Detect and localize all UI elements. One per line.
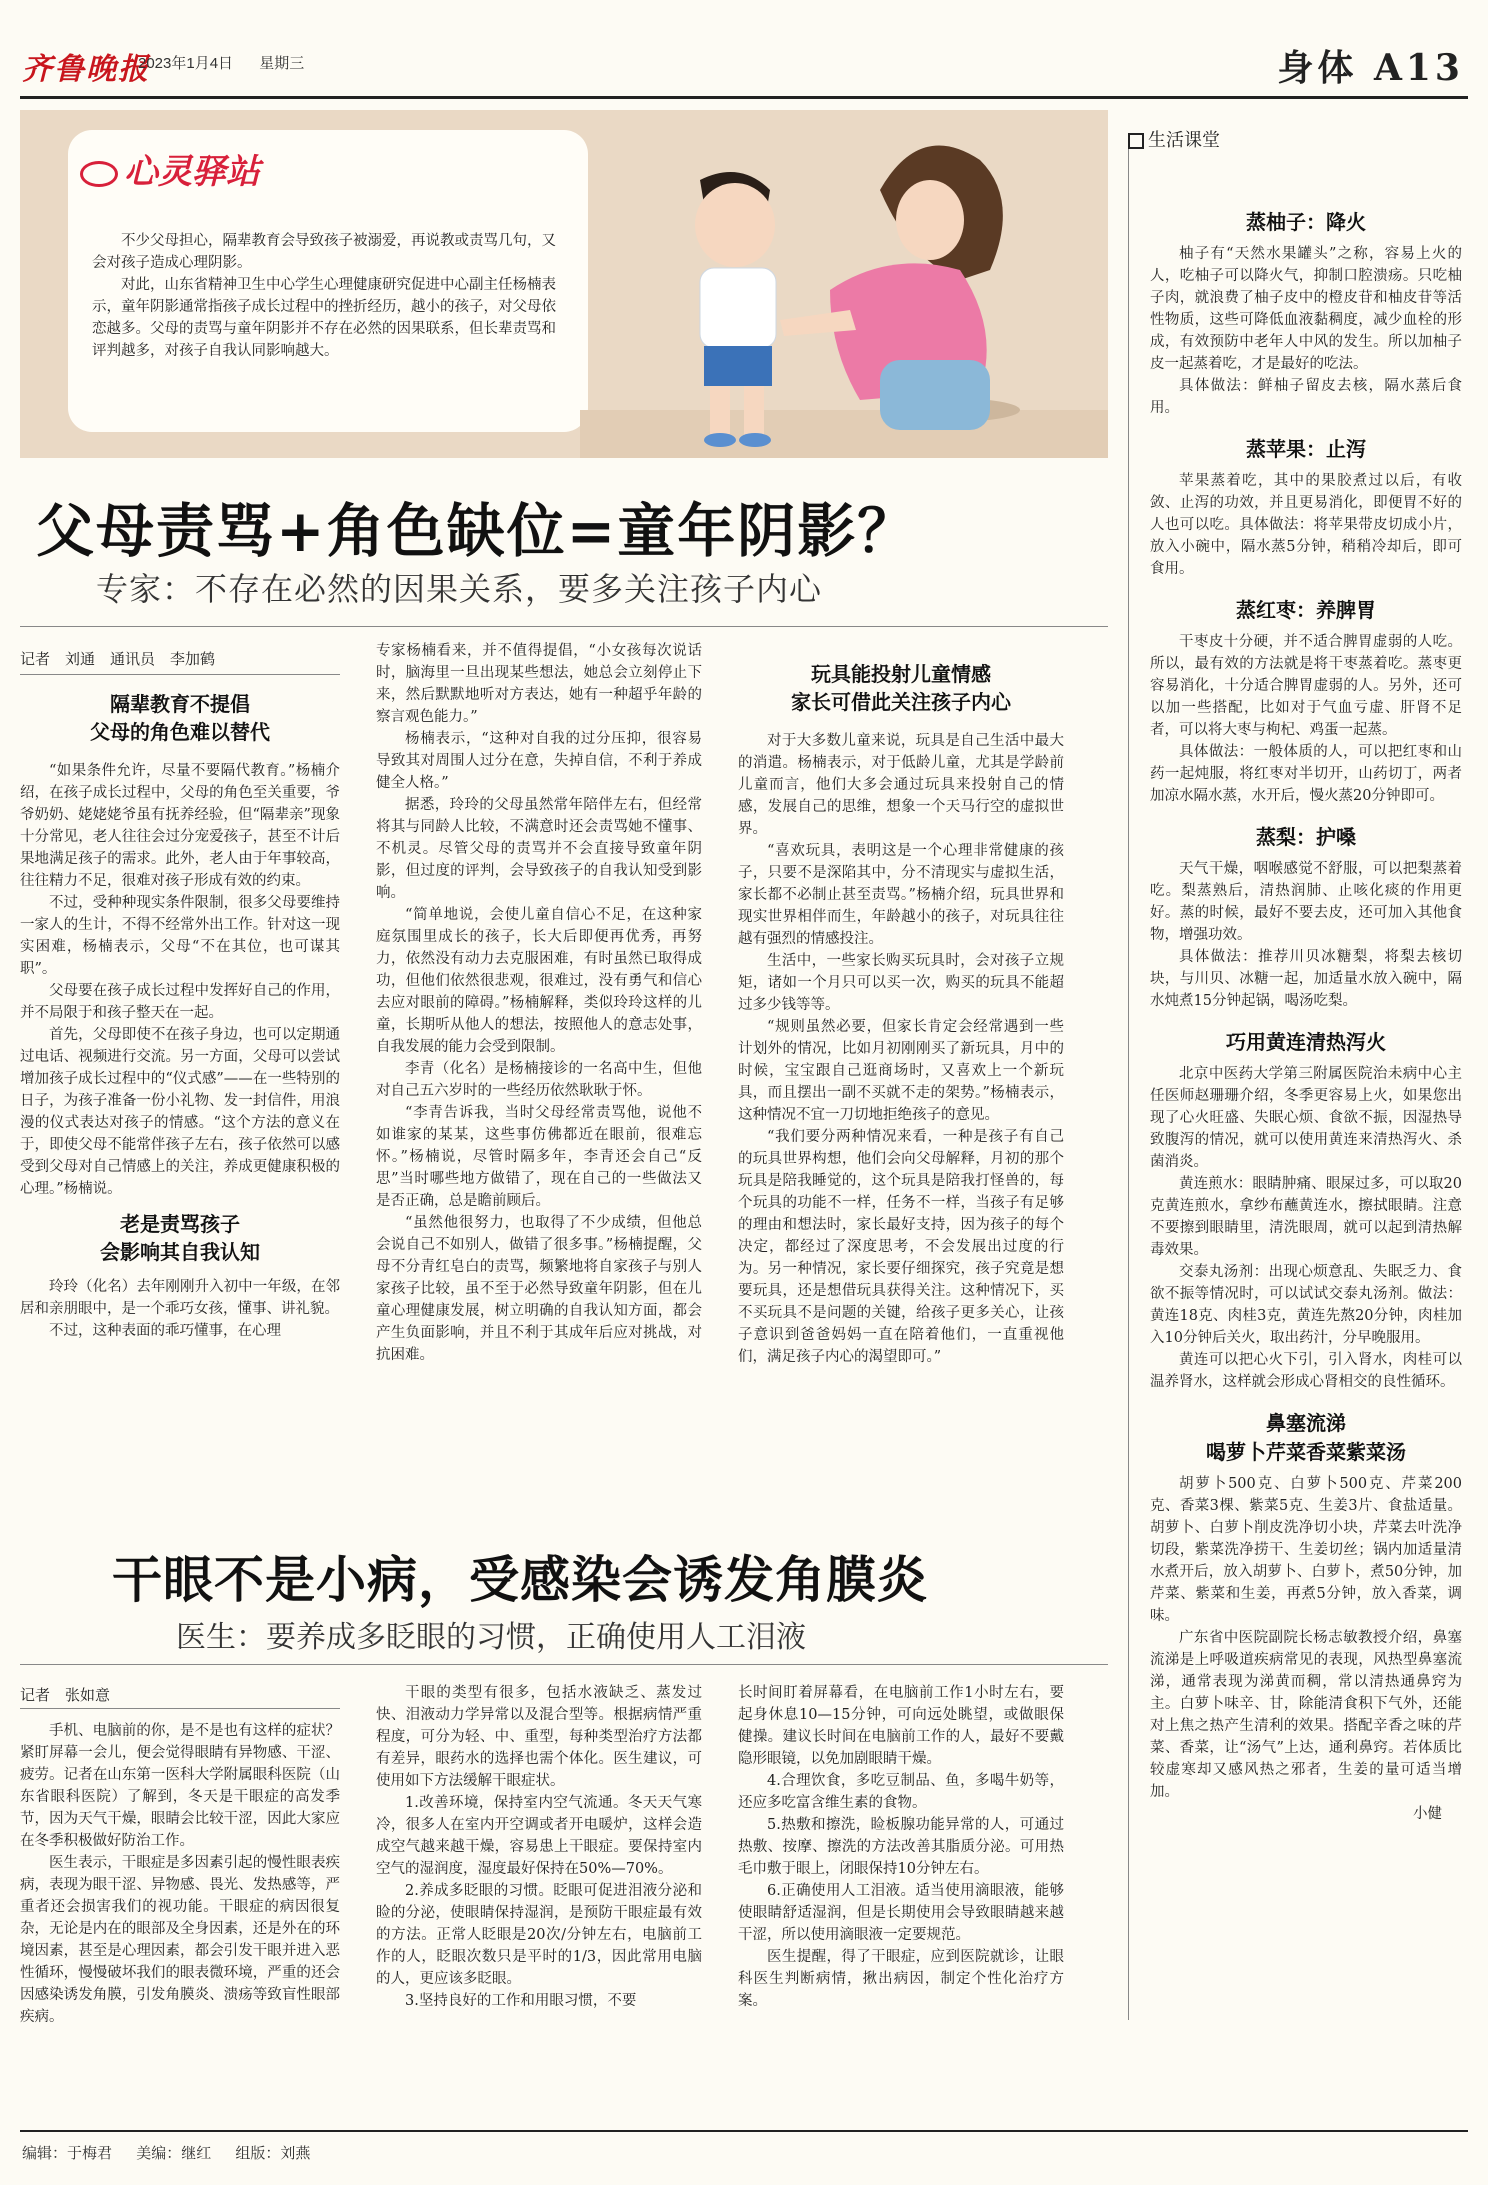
issue-date: 2023年1月4日 <box>138 55 234 72</box>
paragraph: 4.合理饮食，多吃豆制品、鱼，多喝牛奶等，还应多吃富含维生素的食物。 <box>738 1773 1064 1811</box>
article-headline: 干眼不是小病，受感染会诱发角膜炎 <box>112 1550 928 1609</box>
sidebar-label <box>1128 126 1220 152</box>
sidebar-heading: 巧用黄连清热泻火 <box>1226 1030 1386 1054</box>
sidebar-body <box>1150 631 1462 807</box>
paragraph: 医生提醒，得了干眼症，应到医院就诊，让眼科医生判断病情，揪出病因，制定个性化治疗方案。 <box>738 1949 1064 2009</box>
paragraph: 具体做法：鲜柚子留皮去核，隔水蒸后食用。 <box>1150 378 1462 416</box>
author-signature: 小健 <box>1413 1806 1442 1822</box>
paragraph: 具体做法：推荐川贝冰糖梨，将梨去核切块，与川贝、冰糖一起，加适量水放入碗中，隔水炖煮15分钟起锅，喝汤吃梨。 <box>1150 949 1462 1009</box>
heading-line: 喝萝卜芹菜香菜紫菜汤 <box>1206 1440 1406 1464</box>
sidebar-heading <box>1150 1407 1462 1465</box>
paragraph: 长时间盯着屏幕看，在电脑前工作1小时左右，要起身休息10—15分钟，可向远处眺望，或做眼保健操。建议长时间在电脑前工作的人，最好不要戴隐形眼镜，以免加剧眼睛干燥。 <box>738 1685 1064 1767</box>
top-divider <box>20 96 1468 99</box>
subhead-line: 家长可借此关注孩子内心 <box>791 690 1011 714</box>
divider <box>20 626 1108 627</box>
brand-ring-icon <box>80 161 118 187</box>
bottom-divider <box>20 2130 1468 2132</box>
paragraph: 据悉，玲玲的父母虽然常年陪伴左右，但经常将其与同龄人比较，不满意时还会责骂她不懂事、不机灵。尽管父母的责骂并不会直接导致童年阴影，但过度的评判，会导致孩子的自我认知受到影响。 <box>376 797 702 901</box>
paragraph: 对于大多数儿童来说，玩具是自己生活中最大的消遣。杨楠表示，对于低龄儿童，尤其是学龄前儿童而言，他们大多会通过玩具来投射自己的情感，发展自己的思维，想象一个天马行空的虚拟世界。 <box>738 733 1064 837</box>
section-subhead <box>738 660 1064 716</box>
article-column <box>738 660 1064 1368</box>
paragraph: 生活中，一些家长购买玩具时，会对孩子立规矩，诸如一个月只可以买一次，购买的玩具不能超过多少钱等等。 <box>738 953 1064 1013</box>
sidebar-heading: 蒸红枣：养脾胃 <box>1236 598 1376 622</box>
article-column <box>20 690 340 1342</box>
paragraph: 医生表示，干眼症是多因素引起的慢性眼表疾病，表现为眼干涩、异物感、畏光、发热感等，严重者还会损害我们的视功能。干眼症的病因很复杂，无论是内在的眼部及全身因素，还是外在的环境因素，甚至是心理因素，都会引发干眼并进入恶性循环，慢慢破坏我们的眼表微环境，严重的还会因感染诱发角膜，引发角膜炎、溃疡等致盲性眼部疾病。 <box>20 1855 340 2025</box>
paragraph: 黄连煎水：眼睛肿痛、眼屎过多，可以取20克黄连煎水，拿纱布蘸黄连水，擦拭眼睛。注意不要擦到眼睛里，清洗眼周，就可以起到清热解毒效果。 <box>1150 1176 1462 1258</box>
paragraph: 具体做法：一般体质的人，可以把红枣和山药一起炖服，将红枣对半切开，山药切丁，两者加凉水隔水蒸，水开后，慢火蒸20分钟即可。 <box>1150 744 1462 804</box>
newspaper-logo: 齐鲁晚报 <box>22 52 150 87</box>
section-subhead <box>20 690 340 746</box>
editor-credit: 编辑：于梅君 <box>22 2145 113 2162</box>
sidebar-body <box>1150 243 1462 419</box>
paragraph: 5.热敷和擦洗，睑板腺功能异常的人，可通过热敷、按摩、擦洗的方法改善其脂质分泌。可用热毛巾敷于眼上，闭眼保持10分钟左右。 <box>738 1817 1064 1877</box>
section-title: 身体 A13 <box>1277 47 1464 89</box>
article-headline: 父母责骂+角色缺位=童年阴影？ <box>36 497 918 565</box>
paragraph: 北京中医药大学第三附属医院治未病中心主任医师赵珊珊介绍，冬季更容易上火，如果您出现了心火旺盛、失眠心烦、食欲不振，因湿热导致腹泻的情况，就可以使用黄连来清热泻火、杀菌消炎。 <box>1150 1066 1462 1170</box>
paragraph: 不过，这种表面的乖巧懂事，在心理 <box>49 1323 281 1339</box>
sidebar-body <box>1150 470 1462 580</box>
sidebar-heading: 蒸梨：护嗓 <box>1256 825 1356 849</box>
divider <box>20 1664 1108 1665</box>
paragraph: “简单地说，会使儿童自信心不足，在这种家庭氛围里成长的孩子，长大后即便再优秀，再努力，依然没有动力去克服困难，有时虽然已取得成功，但他们依然很悲观，很难过，没有勇气和信心去应对眼前的障碍。”杨楠解释，类似玲玲这样的儿童，长期听从他人的想法，按照他人的意志处事，自我发展的能力会受到限制。 <box>376 907 702 1055</box>
paragraph: 父母要在孩子成长过程中发挥好自己的作用，并不局限于和孩子整天在一起。 <box>20 983 340 1021</box>
paragraph: 苹果蒸着吃，其中的果胶煮过以后，有收敛、止泻的功效，并且更易消化，即便胃不好的人也可以吃。具体做法：将苹果带皮切成小片，放入小碗中，隔水蒸5分钟，稍稍冷却后，即可食用。 <box>1150 473 1462 577</box>
paragraph: 杨楠表示，“这种对自我的过分压抑，很容易导致其对周围人过分在意，失掉自信，不利于养成健全人格。” <box>376 731 702 791</box>
article-subheadline: 专家：不存在必然的因果关系，要多关注孩子内心 <box>96 570 823 608</box>
sidebar-label-text: 生活课堂 <box>1148 130 1220 151</box>
paragraph: 广东省中医院副院长杨志敏教授介绍，鼻塞流涕是上呼吸道疾病常见的表现，风热型鼻塞流涕，通常表现为涕黄而稠，常以清热通鼻窍为主。白萝卜味辛、甘，除能清食积下气外，还能对上焦之热产生清利的效果。搭配辛香之味的芹菜、香菜，让“汤气”上达，通利鼻窍。若体质比较虚寒却又感风热之邪者，生姜的量可适当增加。 <box>1150 1630 1462 1800</box>
paragraph: 首先，父母即使不在孩子身边，也可以定期通过电话、视频进行交流。另一方面，父母可以尝试增加孩子成长过程中的“仪式感”——在一些特别的日子，为孩子准备一份小礼物、发一封信件，用浪漫的仪式表达对孩子的情感。“这个方法的意义在于，即使父母不能常伴孩子左右，孩子依然可以感受到父母对自己情感上的关注，养成更健康积极的心理。”杨楠说。 <box>20 1027 340 1197</box>
subhead-line: 老是责骂孩子 <box>120 1212 240 1236</box>
paragraph: 干枣皮十分硬，并不适合脾胃虚弱的人吃。所以，最有效的方法就是将干枣蒸着吃。蒸枣更容易消化，十分适合脾胃虚弱的人。另外，还可以加一些搭配，比如对于气血亏虚、肝肾不足者，可以将大枣与枸杞、鸡蛋一起蒸。 <box>1150 634 1462 738</box>
subhead-line: 玩具能投射儿童情感 <box>811 662 991 686</box>
column-brand <box>80 144 260 193</box>
sidebar-heading: 蒸苹果：止泻 <box>1246 437 1366 461</box>
paragraph: 专家杨楠看来，并不值得提倡，“小女孩每次说话时，脑海里一旦出现某些想法，她总会立刻停止下来，然后默默地听对方表达，她有一种超乎年龄的察言观色能力。” <box>376 643 702 725</box>
paragraph: 李青（化名）是杨楠接诊的一名高中生，但他对自己五六岁时的一些经历依然耿耿于怀。 <box>376 1061 702 1099</box>
paragraph: 黄连可以把心火下引，引入肾水，肉桂可以温养肾水，这样就会形成心肾相交的良性循环。 <box>1150 1352 1462 1390</box>
paragraph: 交泰丸汤剂：出现心烦意乱、失眠乏力、食欲不振等情况时，可以试试交泰丸汤剂。做法：黄连18克、肉桂3克，黄连先熬20分钟，肉桂加入10分钟后关火，取出药汁，分早晚服用。 <box>1150 1264 1462 1346</box>
paragraph: 不过，受种种现实条件限制，很多父母要维持一家人的生计，不得不经常外出工作。针对这一现实困难，杨楠表示，父母“不在其位，也可谋其职”。 <box>20 895 340 977</box>
section-subhead <box>20 1210 340 1266</box>
paragraph: 胡萝卜500克、白萝卜500克、芹菜200克、香菜3棵、紫菜5克、生姜3片、食盐适量。胡萝卜、白萝卜削皮洗净切小块，芹菜去叶洗净切段，紫菜洗净捞干、生姜切丝；锅内加适量清水煮开后，放入胡萝卜、白萝卜，煮50分钟，加芹菜、紫菜和生姜，再煮5分钟，放入香菜，调味。 <box>1150 1476 1462 1624</box>
paragraph: 手机、电脑前的你，是不是也有这样的症状？紧盯屏幕一会儿，便会觉得眼睛有异物感、干涩、疲劳。记者在山东第一医科大学附属眼科医院（山东省眼科医院）了解到，冬天是干眼症的高发季节，因为天气干燥，眼睛会比较干涩，因此大家应在冬季积极做好防治工作。 <box>20 1723 340 1849</box>
sidebar-body <box>1150 858 1462 1012</box>
issue-meta <box>138 52 326 73</box>
paragraph: “我们要分两种情况来看，一种是孩子有自己的玩具世界构想，他们会向父母解释，月初的那个玩具是陪我睡觉的，这个玩具是陪我打怪兽的，每个玩具的功能不一样，任务不一样，当孩子有足够的理由和想法时，家长最好支持，因为孩子的每个决定，都经过了深度思考，不会发展出过度的行为。另一种情况，家长要仔细探究，孩子究竟是想要玩具，还是想借玩具获得关注。这种情况下，买不买玩具不是问题的关键，给孩子更多关心，让孩子意识到爸爸妈妈一直在陪着他们，一直重视他们，满足孩子内心的渴望即可。” <box>738 1129 1064 1365</box>
byline: 记者 张如意 <box>20 1687 111 1704</box>
article-subheadline: 医生：要养成多眨眼的习惯，正确使用人工泪液 <box>176 1620 806 1655</box>
intro-paragraph: 不少父母担心，隔辈教育会导致孩子被溺爱，再说教或责骂几句，又会对孩子造成心理阴影。 <box>92 233 556 271</box>
sidebar-body <box>1150 1473 1462 1825</box>
sidebar-divider <box>1128 140 1129 2020</box>
editorial-credits <box>22 2142 330 2163</box>
intro-paragraph: 对此，山东省精神卫生中心学生心理健康研究促进中心副主任杨楠表示，童年阴影通常指孩子成长过程中的挫折经历，越小的孩子，对父母依恋越多。父母的责骂与童年阴影并不存在必然的因果联系，但长辈责骂和评判越多，对孩子自我认同影响越大。 <box>92 277 556 359</box>
article-column <box>376 1682 702 2012</box>
paragraph: 3.坚持良好的工作和用眼习惯，不要 <box>405 1993 637 2009</box>
paragraph: “规则虽然必要，但家长肯定会经常遇到一些计划外的情况，比如月初刚刚买了新玩具，月中的时候，宝宝跟自己逛商场时，又喜欢上一个新玩具，而且摆出一副不买就不走的架势。”杨楠表示，这种情况不宜一刀切地拒绝孩子的意见。 <box>738 1019 1064 1123</box>
issue-weekday: 星期三 <box>259 55 305 72</box>
article-column <box>20 1720 340 2028</box>
paragraph: 玲玲（化名）去年刚刚升入初中一年级，在邻居和亲朋眼中，是一个乖巧女孩，懂事、讲礼貌。 <box>20 1279 340 1317</box>
article-column <box>376 640 702 1366</box>
paragraph: “虽然他很努力，也取得了不少成绩，但他总会说自己不如别人，做错了很多事。”杨楠提醒，父母不分青红皂白的责骂，频繁地将自家孩子与别人家孩子比较，虽不至于必然导致童年阴影，但在儿童心理健康发展，树立明确的自我认知方面，都会产生负面影响，并且不利于其成年后应对挑战，对抗困难。 <box>376 1215 702 1363</box>
byline: 记者 刘通 通讯员 李加鹤 <box>20 651 216 668</box>
divider <box>20 674 340 675</box>
column-brand-text: 心灵驿站 <box>124 152 260 192</box>
sidebar-body <box>1150 1063 1462 1393</box>
divider <box>20 1708 340 1709</box>
paragraph: 6.正确使用人工泪液。适当使用滴眼液，能够使眼睛舒适湿润，但是长期使用会导致眼睛越来越干涩，所以使用滴眼液一定要规范。 <box>738 1883 1064 1943</box>
banner-intro-text <box>92 230 562 362</box>
paragraph: “喜欢玩具，表明这是一个心理非常健康的孩子，只要不是深陷其中，分不清现实与虚拟生活，家长都不必制止甚至责骂。”杨楠介绍，玩具世界和现实世界相伴而生，年龄越小的孩子，对玩具往往越有强烈的情感投注。 <box>738 843 1064 947</box>
layout-credit: 组版：刘燕 <box>235 2145 311 2162</box>
paragraph: 干眼的类型有很多，包括水液缺乏、蒸发过快、泪液动力学异常以及混合型等。根据病情严重程度，可分为轻、中、重型，每种类型治疗方法都有差异，眼药水的选择也需个体化。医生建议，可使用如下方法缓解干眼症状。 <box>376 1685 702 1789</box>
paragraph: 1.改善环境，保持室内空气流通。冬天天气寒冷，很多人在室内开空调或者开电暖炉，这样会造成空气越来越干燥，容易患上干眼症。要保持室内空气的湿润度，湿度最好保持在50%—70%。 <box>376 1795 702 1877</box>
mother-child-illustration <box>580 110 1108 458</box>
paragraph: “李青告诉我，当时父母经常责骂他，说他不如谁家的某某，这些事仿佛都近在眼前，很难忘怀。”杨楠说，尽管时隔多年，李青还会自己“反思”当时哪些地方做错了，现在自己的一些做法又是否正确，总是瞻前顾后。 <box>376 1105 702 1209</box>
article-column <box>738 1682 1064 2012</box>
art-credit: 美编：继红 <box>136 2145 212 2162</box>
paragraph: “如果条件允许，尽量不要隔代教育。”杨楠介绍，在孩子成长过程中，父母的角色至关重要，爷爷奶奶、姥姥姥爷虽有抚养经验，但“隔辈亲”现象十分常见，老人往往会过分宠爱孩子，甚至不计后果地满足孩子的需求。此外，老人由于年事较高，往往精力不足，很难对孩子形成有效的约束。 <box>20 763 340 889</box>
paragraph: 天气干燥，咽喉感觉不舒服，可以把梨蒸着吃。梨蒸熟后，清热润肺、止咳化痰的作用更好。蒸的时候，最好不要去皮，还可加入其他食物，增强功效。 <box>1150 861 1462 943</box>
sidebar-column <box>1150 206 1462 1825</box>
sidebar-heading: 蒸柚子：降火 <box>1246 210 1366 234</box>
subhead-line: 父母的角色难以替代 <box>90 720 270 744</box>
heading-line: 鼻塞流涕 <box>1266 1411 1346 1435</box>
paragraph: 柚子有“天然水果罐头”之称，容易上火的人，吃柚子可以降火气，抑制口腔溃疡。只吃柚子肉，就浪费了柚子皮中的橙皮苷和柚皮苷等活性物质，这些可降低血液黏稠度，减少血栓的形成，有效预防中老年人中风的发生。所以加柚子皮一起蒸着吃，才是最好的吃法。 <box>1150 246 1462 372</box>
sidebar-box-icon <box>1128 133 1144 149</box>
subhead-line: 会影响其自我认知 <box>100 1240 260 1264</box>
illustration-banner <box>20 110 1108 458</box>
subhead-line: 隔辈教育不提倡 <box>110 692 250 716</box>
paragraph: 2.养成多眨眼的习惯。眨眼可促进泪液分泌和睑的分泌，使眼睛保持湿润，是预防干眼症最有效的方法。正常人眨眼是20次/分钟左右，电脑前工作的人，眨眼次数只是平时的1/3，因此常用电脑的人，更应该多眨眼。 <box>376 1883 702 1987</box>
